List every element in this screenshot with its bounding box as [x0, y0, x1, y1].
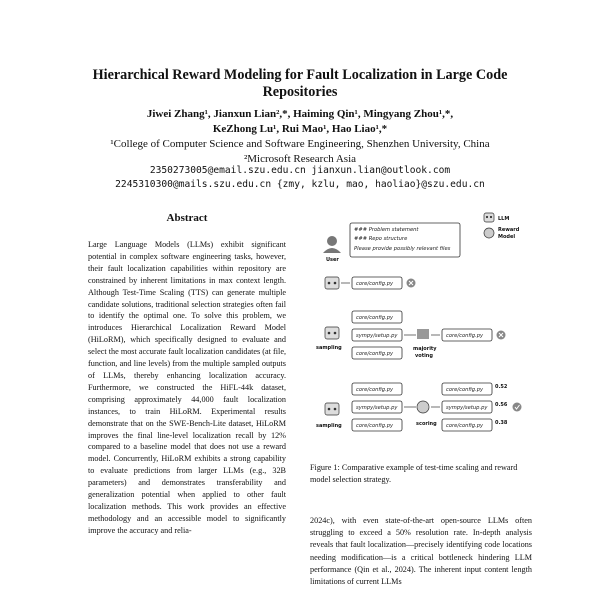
legend-reward-model-icon	[484, 228, 494, 238]
sampling-label-2: sampling	[316, 423, 342, 429]
authors-line-1: Jiwei Zhang¹, Jianxun Lian²,*, Haiming Qin¹, Mingyang Zhou¹,*,	[146, 108, 454, 120]
emails	[30, 164, 570, 192]
score-3: 0.38	[495, 420, 508, 426]
rm-sample-2: sympy/setup.py	[356, 405, 398, 411]
problem-line-3: Please provide possibly relevant files	[354, 246, 451, 252]
user-icon	[323, 236, 341, 253]
reward-model-icon	[417, 401, 429, 413]
body-text-right: 2024c), with even state-of-the-art open-source LLMs often struggling to exceed a 50% resolution rate. In-depth analysis reveals that fault localization—precisely identifying code locations needing modification—is a critical bottleneck hindering LLM performance (Qin et al., 2024). The inherent input content length limitations of current LLMs	[310, 516, 532, 587]
problem-line-2: ### Repo structure	[354, 236, 408, 242]
user-label: User	[326, 257, 339, 263]
paper-title: Hierarchical Reward Modeling for Fault Localization in Large Code Repositories	[92, 67, 508, 100]
score-2: 0.56	[495, 402, 508, 408]
llm-icon	[325, 277, 339, 289]
llm-icon	[325, 403, 339, 415]
abstract-heading: Abstract	[166, 212, 208, 224]
email-line-2: 2245310300@mails.szu.edu.cn {zmy, kzlu, mao, haoliao}@szu.edu.cn	[115, 179, 485, 190]
abstract-text: Large Language Models (LLMs) exhibit significant potential in complex software engineering tasks, however, their fault localization capabilities within repository are constrained by inherent limitations in max context length. Although Test-Time Scaling (TTS) can generate multiple candidate solutions, traditional selection strategies often fail to identify the optimal one. To solve this problem, we introduces Hierarchical Localization Reward Model (HiLoRM), which specifically designed to evaluate and select the most accurate fault localization candidates (at file, function, and line levels) from the multiple sampled outputs of LLMs, thereby enhancing localization accuracy. Furthermore, we constructed the HiFL-44k dataset, comprising approximately 44,000 fault localization instances, to train HiLoRM. Experimental results demonstrate that on the SWE-Bench-Lite dataset, HiLoRM improves the final line-level localization recall by 12% compared to a baseline model that does not use a reward model. Concurrently, HiLoRM exhibits a strong capability to evaluate predictions from larger LLMs (e.g., 32B parameters) and demonstrates transferability and generalization potential when applied to other fault localization methods. This work provides an effective methodology and an accessible model to significantly improve the accuracy and relia-	[88, 240, 286, 535]
llm-icon	[325, 327, 339, 339]
score-1: 0.52	[495, 384, 508, 390]
vote-icon	[417, 329, 429, 339]
affiliations	[30, 137, 570, 166]
figure-1	[312, 205, 527, 445]
rm-result-2: sympy/setup.py	[446, 405, 488, 411]
mv-result: core/config.py	[446, 333, 484, 339]
sampling-label-1: sampling	[316, 345, 342, 351]
single-sample-file: core/config.py	[356, 281, 394, 287]
legend-llm-icon	[484, 213, 494, 222]
problem-line-1: ### Problem statement	[354, 227, 419, 233]
wrong-mark-icon	[407, 279, 416, 288]
mv-sample-1: core/config.py	[356, 315, 394, 321]
rm-result-3: core/config.py	[446, 423, 484, 429]
legend-reward-label-2: Model	[498, 234, 516, 240]
legend-reward-label-1: Reward	[498, 227, 520, 233]
scoring-label: scoring	[416, 421, 437, 427]
authors-line-2: KeZhong Lu¹, Rui Mao¹, Hao Liao¹,*	[212, 122, 388, 135]
rm-sample-1: core/config.py	[356, 387, 394, 393]
author-list	[40, 107, 560, 136]
figure-caption: Figure 1: Comparative example of test-time scaling and reward model selection strategy.	[310, 463, 518, 484]
mv-sample-2: sympy/setup.py	[356, 333, 398, 339]
affiliation-1: ¹College of Computer Science and Software Engineering, Shenzhen University, China	[110, 138, 490, 150]
mv-sample-3: core/config.py	[356, 351, 394, 357]
wrong-mark-icon	[497, 331, 506, 340]
email-line-1: 2350273005@email.szu.edu.cn jianxun.lian@outlook.com	[149, 165, 451, 176]
rm-sample-3: core/config.py	[356, 423, 394, 429]
majority-label-1: majority	[413, 346, 437, 352]
affiliation-2: ²Microsoft Research Asia	[243, 152, 357, 165]
majority-label-2: voting	[415, 353, 433, 359]
legend-llm-label: LLM	[498, 216, 510, 222]
check-mark-icon	[513, 403, 522, 412]
rm-result-1: core/config.py	[446, 387, 484, 393]
